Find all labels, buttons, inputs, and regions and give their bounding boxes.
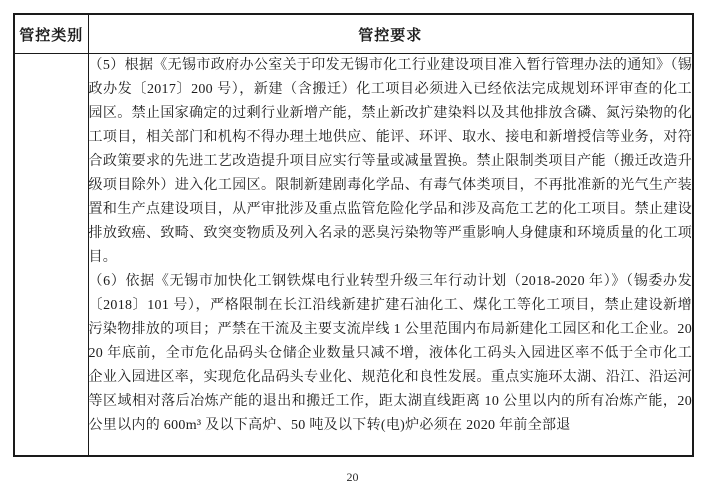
table-header-row (14, 14, 693, 54)
category-cell (14, 54, 88, 457)
requirement-paragraph-6: （6）依据《无锡市加快化工钢铁煤电行业转型升级三年行动计划（2018-2020 年）》（锡委办发〔2018〕101 号），严格限制在长江沿线新建扩建石油化工、煤化工等化工项目，禁止建设新增污染物排放的项目；严禁在干流及主要支流岸线 1 公里范围内布局新建化工园区和化工企业。2020 年底前，全市危化品码头仓储企业数量只减不增，液体化工码头入园进区率不低于全市化工企业入园进区率，实现危化品码头专业化、规范化和良性发展。重点实施环太湖、沿江、沿运河等区域相对落后冶炼产能的退出和搬迁工作，距太湖直线距离 10 公里以内的所有冶炼产能，20 公里以内的 600m³ 及以下高炉、50 吨及以下转(电)炉必须在 2020 年前全部退 (88, 274, 692, 433)
requirement-paragraph-5: （5）根据《无锡市政府办公室关于印发无锡市化工行业建设项目准入暂行管理办法的通知》（锡政办发〔2017〕200 号），新建（含搬迁）化工项目必须进入已经依法完成规划环评审查的化工园区。禁止国家确定的过剩行业新增产能，禁止新改扩建染料以及其他排放含磷、氮污染物的化工项目，相关部门和机构不得办理土地供应、能评、环评、取水、接电和新增授信等业务，对符合政策要求的先进工艺改造提升项目应实行等量或减量置换。禁止限制类项目产能（搬迁改造升级项目除外）进入化工园区。限制新建剧毒化学品、有毒气体类项目，不再批准新的光气生产装置和生产点建设项目，从严审批涉及重点监管危险化学品和涉及高危工艺的化工项目。禁止建设排放致癌、致畸、致突变物质及列入名录的恶臭污染物等严重影响人身健康和环境质量的化工项目。 (88, 58, 692, 265)
header-cell-category: 管控类别 (14, 14, 88, 54)
requirement-cell (88, 54, 693, 457)
control-requirements-table (13, 13, 694, 457)
table-body-row (14, 54, 693, 457)
page-number: 20 (346, 470, 359, 484)
header-cell-requirement: 管控要求 (88, 14, 693, 54)
